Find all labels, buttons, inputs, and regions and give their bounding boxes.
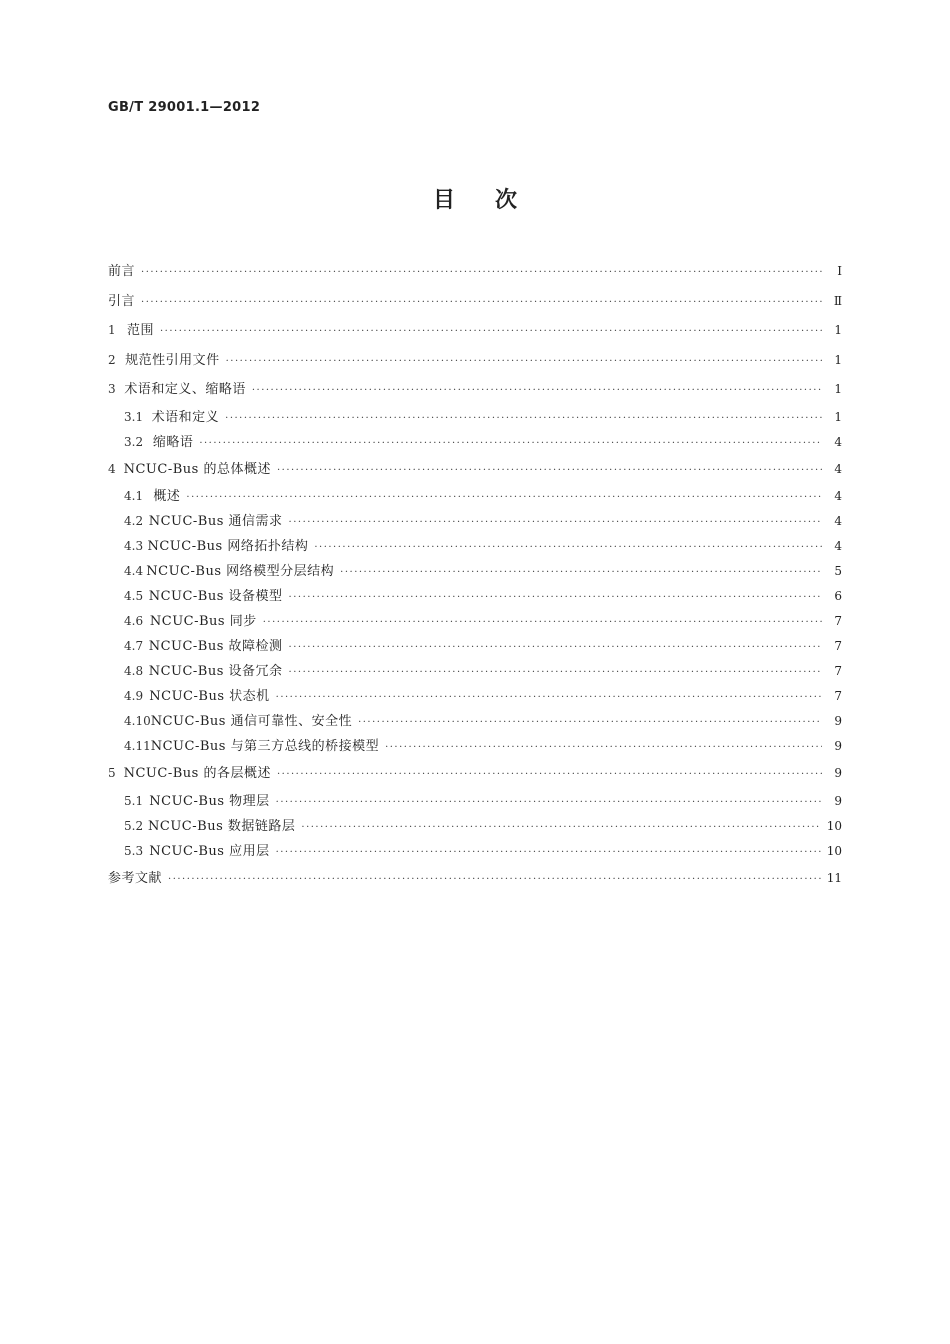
toc-entry-page: 10 (826, 843, 842, 858)
dot-leader (358, 710, 822, 735)
toc-entry-label: NCUC-Bus 应用层 (149, 843, 270, 859)
dot-leader (276, 790, 822, 815)
toc-entry-label: NCUC-Bus 的各层概述 (123, 766, 271, 781)
standard-code: GB/T 29001.1—2012 (108, 100, 261, 115)
toc-entry-label: 参考文献 (108, 870, 163, 886)
toc-entry-label: NCUC-Bus 物理层 (149, 793, 270, 809)
toc-entry-label: 规范性引用文件 (125, 352, 220, 368)
dot-leader (276, 840, 821, 865)
toc-entry-page: 11 (826, 870, 842, 885)
toc-entry-number: 3.1 (124, 409, 144, 424)
toc-entry-page: 5 (834, 564, 842, 578)
toc-entry-number: 4.1 (124, 489, 144, 503)
dot-leader (314, 535, 822, 560)
dot-leader (226, 347, 822, 377)
toc-entry[interactable] (108, 375, 842, 405)
toc-entry-number: 4.2 (124, 514, 144, 528)
toc-entry-number: 3.2 (124, 434, 144, 449)
dot-leader (263, 610, 822, 635)
toc-entry-number: 4 (108, 461, 116, 476)
toc-entry[interactable] (108, 814, 842, 839)
dot-leader (276, 685, 822, 710)
toc-entry[interactable] (108, 430, 842, 455)
toc-entry[interactable] (108, 759, 842, 789)
toc-entry-number: 4.3 (124, 539, 144, 553)
dot-leader (289, 585, 822, 610)
toc-entry[interactable] (108, 346, 842, 376)
toc-entry-page: Ⅰ (837, 264, 842, 278)
toc-entry-label: NCUC-Bus 故障检测 (148, 639, 283, 654)
toc-entry-page: 9 (834, 739, 842, 753)
toc-entry-page: 1 (834, 409, 842, 424)
toc-entry-page: 1 (834, 382, 842, 396)
toc-entry-page: 4 (834, 489, 842, 503)
toc-entry-label: NCUC-Bus 网络拓扑结构 (147, 539, 309, 554)
toc-entry-page: 1 (834, 352, 842, 367)
toc-entry-page: 9 (834, 766, 842, 780)
toc-entry-label: 术语和定义、缩略语 (124, 382, 246, 397)
toc-entry-page: 4 (834, 539, 842, 553)
toc-entry-number: 4.6 (124, 614, 144, 628)
toc-entry-label: NCUC-Bus 网络模型分层结构 (146, 564, 335, 579)
toc-entry-number: 4.8 (124, 664, 144, 678)
toc-entry-number: 4.4 (124, 564, 144, 578)
toc-entry-label: 概述 (153, 489, 181, 504)
dot-leader (385, 735, 822, 760)
toc-entry-label: NCUC-Bus 设备模型 (148, 589, 283, 604)
toc-entry-page: 6 (834, 589, 842, 603)
dot-leader (277, 456, 822, 486)
toc-entry-label: 术语和定义 (151, 409, 220, 425)
toc-entry[interactable] (108, 559, 842, 584)
toc-entry-number: 1 (108, 323, 116, 337)
toc-entry[interactable] (108, 455, 842, 485)
toc-entry-label: 前言 (108, 264, 136, 279)
toc-entry-label: 范围 (126, 323, 154, 338)
dot-leader (289, 635, 822, 660)
toc-entry[interactable] (108, 709, 842, 734)
toc-entry[interactable] (108, 509, 842, 534)
toc-entry[interactable] (108, 864, 842, 894)
toc-entry-label: 缩略语 (152, 434, 194, 450)
toc-entry-label: NCUC-Bus 通信需求 (148, 514, 283, 529)
toc-entry[interactable] (108, 257, 842, 287)
toc-entry-label: NCUC-Bus 与第三方总线的桥接模型 (150, 739, 380, 754)
dot-leader (186, 485, 822, 510)
toc-entry-page: 7 (834, 664, 842, 678)
toc-entry[interactable] (108, 584, 842, 609)
dot-leader (289, 660, 822, 685)
toc-entry-label: NCUC-Bus 的总体概述 (123, 461, 271, 477)
toc-entry-number: 4.11 (124, 739, 151, 753)
toc-entry[interactable] (108, 839, 842, 864)
dot-leader (225, 406, 822, 431)
dot-leader (199, 431, 822, 456)
dot-leader (160, 317, 822, 347)
toc-entry-page: 1 (834, 323, 842, 337)
dot-leader (141, 258, 822, 288)
toc-entry-number: 4.7 (124, 639, 144, 653)
toc-entry-page: 10 (826, 818, 842, 833)
toc-entry[interactable] (108, 609, 842, 634)
toc-entry-page: 9 (834, 714, 842, 728)
dot-leader (141, 288, 822, 318)
toc-entry[interactable] (108, 734, 842, 759)
toc-entry[interactable] (108, 789, 842, 814)
toc-entry-number: 4.5 (124, 589, 144, 603)
toc-entry-page: 7 (834, 614, 842, 628)
toc-entry[interactable] (108, 634, 842, 659)
toc-entry[interactable] (108, 405, 842, 430)
toc-entry[interactable] (108, 534, 842, 559)
dot-leader (277, 760, 822, 790)
dot-leader (289, 510, 822, 535)
dot-leader (168, 865, 821, 895)
toc-entry[interactable] (108, 684, 842, 709)
toc-entry[interactable] (108, 316, 842, 346)
toc-entry-number: 5 (108, 766, 116, 780)
toc-entry-page: 7 (834, 689, 842, 703)
toc-entry[interactable] (108, 484, 842, 509)
toc-entry[interactable] (108, 287, 842, 317)
table-of-contents (108, 257, 842, 893)
toc-entry-label: 引言 (108, 293, 136, 309)
dot-leader (252, 376, 822, 406)
toc-entry[interactable] (108, 659, 842, 684)
toc-entry-label: NCUC-Bus 设备冗余 (148, 664, 283, 679)
toc-entry-page: 4 (834, 514, 842, 528)
toc-entry-page: Ⅱ (833, 293, 842, 308)
toc-entry-number: 3 (108, 382, 116, 396)
toc-entry-number: 5.2 (124, 818, 144, 833)
toc-entry-label: NCUC-Bus 数据链路层 (148, 818, 296, 834)
dot-leader (340, 560, 822, 585)
toc-entry-number: 2 (108, 352, 116, 367)
toc-entry-page: 4 (834, 434, 842, 449)
toc-entry-number: 5.3 (124, 843, 144, 858)
toc-entry-page: 9 (834, 793, 842, 808)
toc-entry-label: NCUC-Bus 同步 (149, 614, 257, 629)
dot-leader (301, 815, 820, 840)
toc-entry-number: 5.1 (124, 793, 144, 808)
toc-entry-number: 4.9 (124, 689, 144, 703)
toc-entry-page: 7 (834, 639, 842, 653)
toc-entry-label: NCUC-Bus 状态机 (149, 689, 270, 704)
toc-entry-label: NCUC-Bus 通信可靠性、安全性 (150, 714, 353, 729)
toc-entry-page: 4 (834, 461, 842, 476)
toc-entry-number: 4.10 (124, 714, 151, 728)
page-title: 目次 (432, 188, 557, 213)
